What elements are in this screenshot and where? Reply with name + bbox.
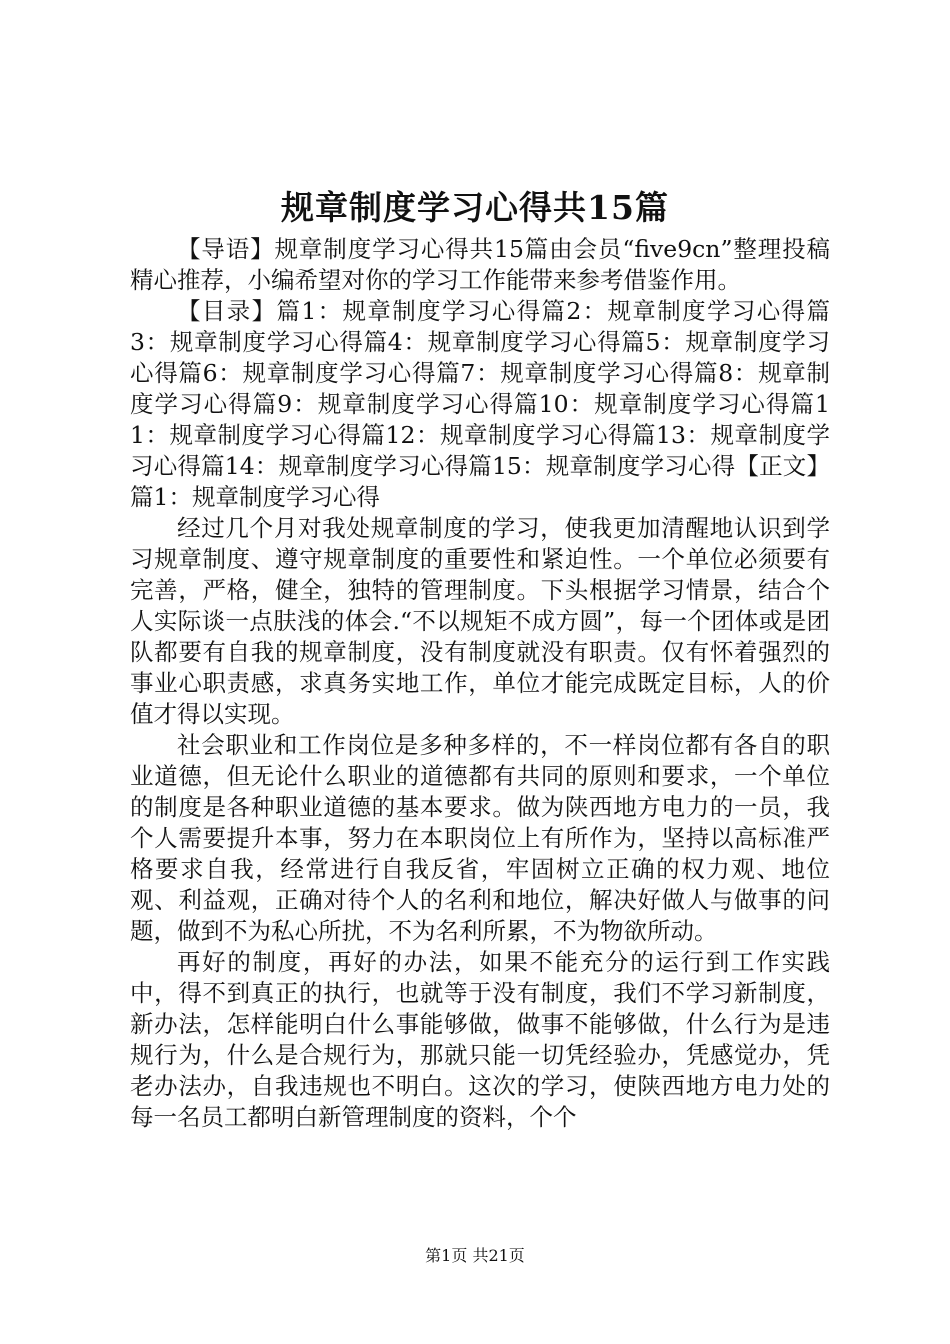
document-body [130,234,830,1133]
body-paragraph: 再好的制度，再好的办法，如果不能充分的运行到工作实践中，得不到真正的执行，也就等于没有制度，我们不学习新制度，新办法，怎样能明白什么事能够做，做事不能够做，什么行为是违规行为，什么是合规行为，那就只能一切凭经验办，凭感觉办，凭老办法办，自我违规也不明白。这次的学习，使陕西地方电力处的每一名员工都明白新管理制度的资料，个个 [130,948,830,1131]
document-title: 规章制度学习心得共15篇 [281,188,669,227]
body-paragraph: 经过几个月对我处规章制度的学习，使我更加清醒地认识到学习规章制度、遵守规章制度的重要性和紧迫性。一个单位必须要有完善，严格，健全，独特的管理制度。下头根据学习情景，结合个人实际谈一点肤浅的体会.“不以规矩不成方圆”，每一个团体或是团队都要有自我的规章制度，没有制度就没有职责。仅有怀着强烈的事业心职责感，求真务实地工作，单位才能完成既定目标，人的价值才得以实现。 [130,514,830,728]
table-of-contents-paragraph: 【目录】篇1：规章制度学习心得篇2：规章制度学习心得篇3：规章制度学习心得篇4：规章制度学习心得篇5：规章制度学习心得篇6：规章制度学习心得篇7：规章制度学习心得篇8：规章制度学习心得篇9：规章制度学习心得篇10：规章制度学习心得篇11：规章制度学习心得篇12：规章制度学习心得篇13：规章制度学习心得篇14：规章制度学习心得篇15：规章制度学习心得【正文】篇1：规章制度学习心得 [130,297,830,511]
intro-paragraph: 【导语】规章制度学习心得共15篇由会员“five9cn”整理投稿精心推荐，小编希望对你的学习工作能带来参考借鉴作用。 [130,235,830,294]
body-paragraph: 社会职业和工作岗位是多种多样的，不一样岗位都有各自的职业道德，但无论什么职业的道德都有共同的原则和要求，一个单位的制度是各种职业道德的基本要求。做为陕西地方电力的一员，我个人需要提升本事，努力在本职岗位上有所作为，坚持以高标准严格要求自我，经常进行自我反省，牢固树立正确的权力观、地位观、利益观，正确对待个人的名利和地位，解决好做人与做事的问题，做到不为私心所扰，不为名利所累，不为物欲所动。 [130,731,830,945]
page-footer: 第1页 共21页 [425,1246,525,1265]
